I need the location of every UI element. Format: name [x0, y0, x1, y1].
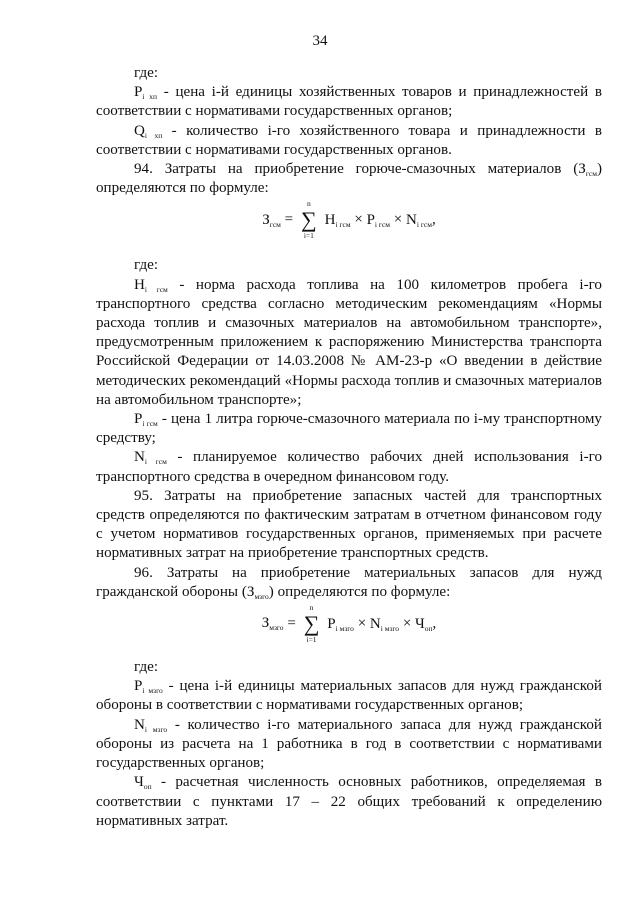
where-label: где:	[134, 659, 159, 676]
formula-gsm: $З_{гсм}$ = n ∑ i=1 $H_{i гсм} \times P_{i гсм} \times N_{i гсм}$,	[262, 199, 436, 241]
definition-p-i-hp: $P_{i хп}$ - цена i-й единицы хозяйственных товаров и принадлежностей в соответствии с нормативами государственных органов;	[96, 84, 602, 120]
definition-p-i-mzgo: $P_{i мзго}$ - цена i-й единицы материальных запасов для нужд гражданской обороны в соответствии с нормативами государственных органов;	[96, 678, 603, 714]
symbol: $P_{i мзго}$	[134, 678, 163, 696]
symbol: $P_{i хп}$	[134, 84, 158, 102]
symbol: $N_{i мзго}$	[134, 716, 168, 734]
where-label: где:	[134, 65, 159, 81]
clause-96: 96. Затраты на приобретение материальных запасов для нужд гражданской обороны $(З_{мзго})$ определяются по формуле:	[96, 564, 602, 601]
definition-q-i-hp: $Q_{i хп}$ - количество i-го хозяйственного товара и принадлежности в соответствии с нормативами государственных органов.	[96, 122, 602, 158]
symbol: $Q_{i хп}$	[134, 122, 163, 140]
clause-95: 95. Затраты на приобретение запасных частей для транспортных средств определяются по фактическим затратам в отчетном финансовом году с учетом нормативов государственных органов, применяемых при расчете нормативных затрат на приобретение транспортных средств.	[96, 487, 602, 562]
definition-n-i-mzgo: $N_{i мзго}$ - количество i-го материального запаса для нужд гражданской обороны из расчета на 1 работника в год в соответствии с нормативами государственных органов;	[96, 716, 602, 772]
document-body	[96, 64, 602, 831]
formula-mzgo: $З_{мзго}$ = n ∑ i=1 $P_{i мзго} \times N_{i мзго} \times Ч_{оп}$,	[261, 603, 437, 645]
clause-94: 94. Затраты на приобретение горюче-смазочных материалов $(З_{гсм})$ определяются по формуле:	[96, 161, 602, 197]
page-number: 34	[312, 33, 328, 49]
sum-operator: n ∑ i=1	[303, 603, 320, 645]
symbol: $Ч_{оп}$	[134, 774, 152, 792]
symbol: $З_{мзго}$	[246, 583, 269, 601]
symbol: $З_{гсм}$	[578, 161, 597, 179]
symbol: $N_{i гсм}$	[134, 449, 167, 467]
definition-h-i-gsm: $H_{i гсм}$ - норма расхода топлива на 100 километров пробега i-го транспортного средства согласно методическим рекомендациям «Нормы расхода топлив и смазочных материалов на автомобильном транспорте», предусмотренным приложением к распоряжению Министерства транспорта Российской Федерации от 14.03.2008 № АМ-23-р «О введении в действие методических рекомендаций «Нормы расхода топлив и смазочных материалов на автомобильном транспорте»;	[96, 276, 602, 408]
definition-n-i-gsm: $N_{i гсм}$ - планируемое количество рабочих дней использования i-го транспортного средства в очередном финансовом году.	[96, 449, 602, 485]
definition-p-i-gsm: $P_{i гсм}$ - цена 1 литра горюче-смазочного материала по i-му транспортному средству;	[96, 411, 602, 447]
symbol: $P_{i гсм}$	[134, 411, 158, 429]
symbol: $H_{i гсм}$	[134, 276, 168, 294]
definition-ch-op: $Ч_{оп}$ - расчетная численность основных работников, определяемая в соответствии с пунктами 17 – 22 общих требований к определению нормативных затрат.	[96, 774, 602, 829]
sum-operator: n ∑ i=1	[301, 199, 317, 241]
where-label: где:	[134, 257, 159, 274]
